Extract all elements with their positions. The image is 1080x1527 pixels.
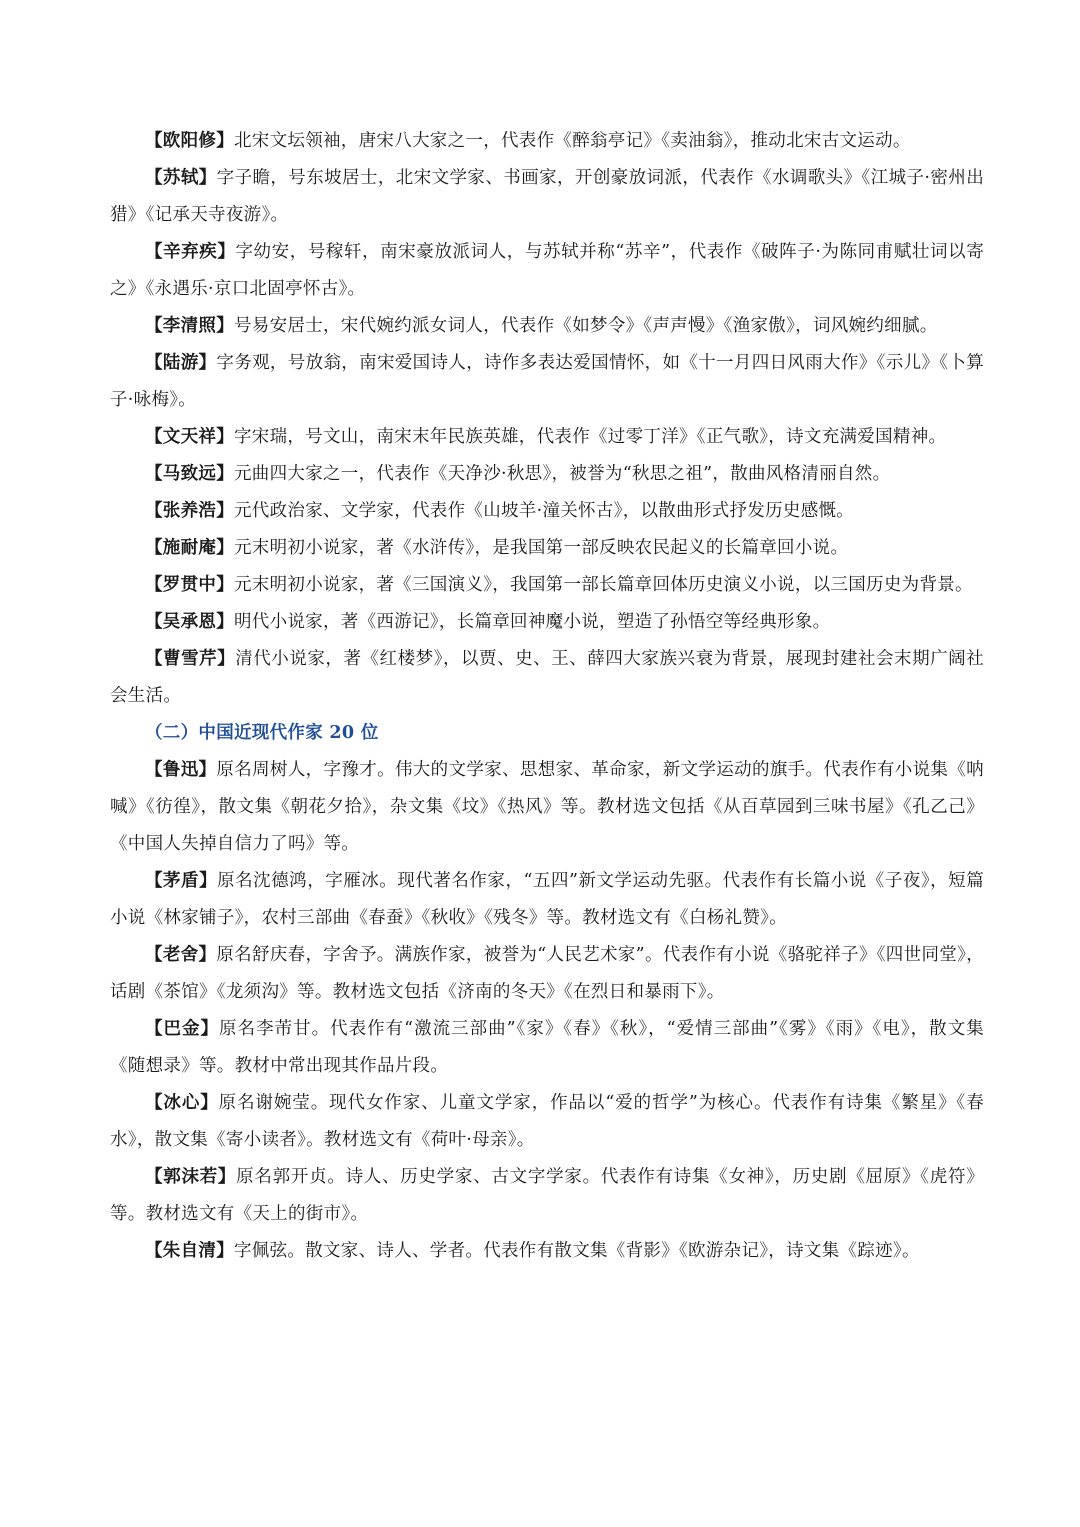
author-name: 【施耐庵】 [145, 538, 234, 558]
author-description: 原名沈德鸿，字雁冰。现代著名作家，“五四”新文学运动先驱。代表作有长篇小说《子夜》，短篇小说《林家铺子》，农村三部曲《春蚕》《秋收》《残冬》等。教材选文有《白杨礼赞》。 [110, 871, 984, 928]
author-description: 原名谢婉莹。现代女作家、儿童文学家，作品以“爱的哲学”为核心。代表作有诗集《繁星》《春水》，散文集《寄小读者》。教材选文有《荷叶·母亲》。 [110, 1093, 984, 1150]
author-name: 【文天祥】 [145, 427, 234, 447]
author-entry [110, 1233, 984, 1270]
author-entry [110, 160, 984, 234]
author-entry [110, 308, 984, 345]
author-description: 原名周树人，字豫才。伟大的文学家、思想家、革命家，新文学运动的旗手。代表作有小说集《呐喊》《彷徨》，散文集《朝花夕拾》，杂文集《坟》《热风》等。教材选文包括《从百草园到三味书屋》《孔乙己》《中国人失掉自信力了吗》等。 [110, 760, 985, 854]
document-page [110, 123, 984, 1270]
author-description: 字佩弦。散文家、诗人、学者。代表作有散文集《背影》《欧游杂记》，诗文集《踪迹》。 [234, 1241, 920, 1261]
author-description: 元代政治家、文学家，代表作《山坡羊·潼关怀古》，以散曲形式抒发历史感慨。 [234, 501, 855, 521]
section-ancient-authors [110, 123, 984, 715]
author-entry [110, 530, 984, 567]
author-description: 北宋文坛领袖，唐宋八大家之一，代表作《醉翁亭记》《卖油翁》，推动北宋古文运动。 [234, 131, 911, 151]
author-name: 【欧阳修】 [145, 131, 234, 151]
author-entry [110, 1159, 984, 1233]
author-entry [110, 863, 984, 937]
section-title-modern: （二）中国近现代作家 20 位 [145, 723, 379, 743]
author-name: 【张养浩】 [145, 501, 234, 521]
author-name: 【李清照】 [145, 316, 234, 336]
author-entry [110, 1011, 984, 1085]
author-name: 【郭沫若】 [145, 1167, 237, 1187]
author-description: 字务观，号放翁，南宋爱国诗人，诗作多表达爱国情怀，如《十一月四日风雨大作》《示儿》《卜算子·咏梅》。 [110, 353, 985, 410]
author-entry [110, 419, 984, 456]
author-description: 元末明初小说家，著《水浒传》，是我国第一部反映农民起义的长篇章回小说。 [234, 538, 849, 558]
author-description: 原名舒庆春，字舍予。满族作家，被誉为“人民艺术家”。代表作有小说《骆驼祥子》《四世同堂》，话剧《茶馆》《龙须沟》等。教材选文包括《济南的冬天》《在烈日和暴雨下》。 [110, 945, 985, 1002]
author-name: 【罗贯中】 [145, 575, 234, 595]
author-description: 元末明初小说家，著《三国演义》，我国第一部长篇章回体历史演义小说，以三国历史为背景。 [234, 575, 973, 595]
author-name: 【朱自清】 [145, 1241, 234, 1261]
author-description: 清代小说家，著《红楼梦》，以贾、史、王、薛四大家族兴衰为背景，展现封建社会末期广阔社会生活。 [110, 649, 984, 706]
author-entry [110, 752, 984, 863]
author-description: 号易安居士，宋代婉约派女词人，代表作《如梦令》《声声慢》《渔家傲》，词风婉约细腻。 [234, 316, 938, 336]
author-description: 原名李芾甘。代表作有“激流三部曲”《家》《春》《秋》，“爱情三部曲”《雾》《雨》《电》，散文集《随想录》等。教材中常出现其作品片段。 [110, 1019, 985, 1076]
author-name: 【曹雪芹】 [145, 649, 236, 669]
author-entry [110, 345, 984, 419]
author-description: 原名郭开贞。诗人、历史学家、古文字学家。代表作有诗集《女神》，历史剧《屈原》《虎符》等。教材选文有《天上的街市》。 [110, 1167, 984, 1224]
author-entry [110, 604, 984, 641]
author-name: 【冰心】 [145, 1093, 219, 1113]
author-name: 【巴金】 [145, 1019, 220, 1039]
author-name: 【马致远】 [145, 464, 234, 484]
section-modern-authors [110, 752, 984, 1270]
author-name: 【鲁迅】 [145, 760, 217, 780]
author-description: 字宋瑞，号文山，南宋末年民族英雄，代表作《过零丁洋》《正气歌》，诗文充满爱国精神。 [234, 427, 947, 447]
author-entry [110, 641, 984, 715]
author-entry [110, 493, 984, 530]
author-name: 【陆游】 [145, 353, 217, 373]
author-entry [110, 123, 984, 160]
author-entry [110, 456, 984, 493]
author-name: 【吴承恩】 [145, 612, 234, 632]
author-description: 明代小说家，著《西游记》，长篇章回神魔小说，塑造了孙悟空等经典形象。 [234, 612, 831, 632]
author-description: 字幼安，号稼轩，南宋豪放派词人，与苏轼并称“苏辛”，代表作《破阵子·为陈同甫赋壮词以寄之》《永遇乐·京口北固亭怀古》。 [110, 242, 984, 299]
author-name: 【苏轼】 [145, 168, 217, 188]
author-entry [110, 937, 984, 1011]
author-entry [110, 234, 984, 308]
author-entry [110, 567, 984, 604]
author-entry [110, 1085, 984, 1159]
author-description: 字子瞻，号东坡居士，北宋文学家、书画家，开创豪放词派，代表作《水调歌头》《江城子·密州出猎》《记承天寺夜游》。 [110, 168, 984, 225]
author-name: 【老舍】 [145, 945, 217, 965]
author-name: 【辛弃疾】 [145, 242, 236, 262]
author-description: 元曲四大家之一，代表作《天净沙·秋思》，被誉为“秋思之祖”，散曲风格清丽自然。 [234, 464, 891, 484]
author-name: 【茅盾】 [145, 871, 218, 891]
